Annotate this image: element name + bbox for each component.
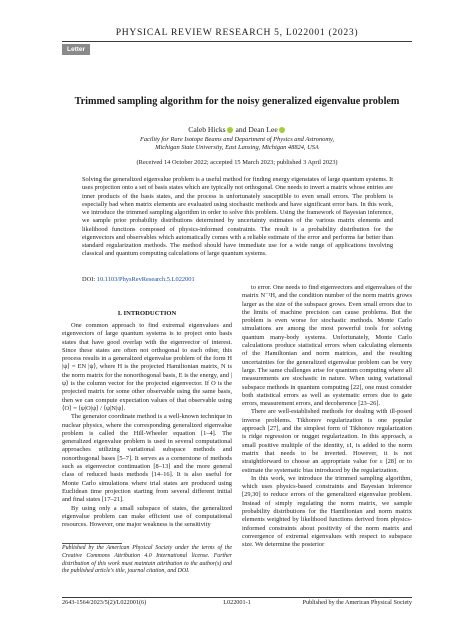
affiliation: [62, 136, 412, 153]
header-rule: [62, 41, 412, 42]
doi-link[interactable]: 10.1103/PhysRevResearch.5.L022001: [96, 276, 195, 283]
paragraph: to error. One needs to find eigenvectors and eigenvalues of the matrix N⁻¹H, and the condition number of the norm matrix grows larger as the size of the subspace grows. Even small errors due to the limits of machine precision can cause problems. But the problem is even worse for stochastic methods. Monte Carlo simulations are among the most powerful tools for solving quantum many-body systems. Unfortunately, Monte Carlo calculations produce statistical errors when calculating elements of the Hamiltonian and norm matrices, and the resulting uncertainties for the generalized eigenvalue problem can be very large. The same challenges arise for quantum computing where all measurements are stochastic in nature. When using variational subspace methods in quantum computing [22], one must consider both statistical errors as well as systematic errors due to gate errors, measurement errors, and decoherence [23–26].: [242, 284, 412, 408]
right-column: [242, 284, 412, 550]
author-list: [62, 125, 412, 134]
affiliation-line: Facility for Rare Isotope Beams and Department of Physics and Astronomy,: [139, 136, 335, 143]
author-conjunction: and: [235, 125, 247, 134]
footer-rule: [62, 597, 412, 598]
paragraph: There are well-established methods for dealing with ill-posed inverse problems. Tikhonov regularization is one popular approach [27], and the simplest form of Tikhonov regularization is ridge regression or nugget regularization. In this approach, a small positive multiple of the identity, εI, is added to the norm matrix that needs to be inverted. However, it is not straightforward to choose an appropriate value for ε [28] or to estimate the systematic bias introduced by the regularization.: [242, 408, 412, 474]
orcid-icon[interactable]: [227, 127, 233, 133]
paragraph: By using only a small subspace of states, the generalized eigenvalue problem can make efficient use of computational resources. However, one major weakness is the sensitivity: [62, 504, 232, 529]
journal-header: PHYSICAL REVIEW RESEARCH 5, L022001 (2023): [115, 27, 359, 38]
author-name[interactable]: Caleb Hicks: [188, 125, 226, 134]
left-column: [62, 322, 232, 529]
footer-publisher: Published by the American Physical Society: [302, 599, 412, 606]
paragraph: In this work, we introduce the trimmed sampling algorithm, which uses physics-based constraints and Bayesian inference [29,30] to reduce errors of the generalized eigenvalue problem. Instead of simply regulating the norm matrix, we sample probability distributions for the Hamiltonian and norm matrix elements weighted by likelihood functions derived from physics-informed constraints about positivity of the norm matrix and convergence of extremal eigenvalues with respect to subspace size. We determine the posterior: [242, 474, 412, 549]
doi-label: DOI:: [82, 276, 96, 283]
article-title: Trimmed sampling algorithm for the noisy generalized eigenvalue problem: [74, 96, 400, 107]
paragraph: The generator coordinate method is a well-known technique in nuclear physics, where the corresponding generalized eigenvalue problem is called the Hill-Wheeler equation [1–4]. The generalized eigenvalue problem is used in several computational approaches utilizing variational subspace methods and nonorthogonal bases [5–7]. It serves as a cornerstone of methods such as eigenvector continuation [8–13] and the more general class of reduced basis methods [14–16]. It is also useful for Monte Carlo simulations where trial states are produced using Euclidean time projection starting from several different initial and final states [17–21].: [62, 413, 232, 504]
orcid-icon[interactable]: [279, 127, 285, 133]
section-heading: I. INTRODUCTION: [117, 310, 177, 317]
footer-issn: 2643-1564/2023/5(2)/L022001(6): [62, 599, 147, 606]
doi: [82, 276, 393, 283]
author-name[interactable]: Dean Lee: [248, 125, 278, 134]
publication-dates: (Received 14 October 2022; accepted 15 March 2023; published 3 April 2023): [136, 159, 338, 166]
footnote-rule: [62, 543, 122, 544]
paragraph: One common approach to find extremal eigenvalues and eigenvectors of large quantum systems is to project onto basis states that have good overlap with the eigenvector of interest. Since these states are often not orthogonal to each other, this process results in a generalized eigenvalue problem of the form H |ψ⟩ = EN |ψ⟩, where H is the projected Hamiltonian matrix, N is the norm matrix for the nonorthogonal basis, E is the energy, and |ψ⟩ is the column vector for the projected eigenvector. If O is the projected matrix for some other observable using the same basis, then we can compute expectation values of that observable using ⟨O⟩ = ⟨ψ|O|ψ⟩ / ⟨ψ|N|ψ⟩.: [62, 322, 232, 412]
license-footnote: Published by the American Physical Society under the terms of the Creative Commons Attribution 4.0 International license. Further distribution of this work must maintain attribution to the author(s) and the published article's title, journal citation, and DOI.: [62, 545, 232, 575]
page-number: L022001-1: [223, 599, 251, 606]
affiliation-line: Michigan State University, East Lansing, Michigan 48824, USA: [155, 144, 319, 152]
abstract: Solving the generalized eigenvalue problem is a useful method for finding energy eigenstates of large quantum systems. It uses projection onto a set of basis states which are typically not orthogonal. One needs to invert a matrix whose entries are inner products of the basis states, and the process is unfortunately susceptible to even small errors. The problem is especially bad when matrix elements are evaluated using stochastic methods and have significant error bars. In this work, we introduce the trimmed sampling algorithm in order to solve this problem. Using the framework of Bayesian inference, we sample prior probability distributions determined by uncertainty estimates of the various matrix elements and likelihood functions composed of physics-informed constraints. The result is a probability distribution for the eigenvectors and observables which automatically comes with a reliable estimate of the error and performs far better than standard regularization methods. The method should have immediate use for a wide range of applications involving classical and quantum computing calculations of large quantum systems.: [82, 176, 393, 258]
article-type-tab: Letter: [62, 44, 90, 55]
